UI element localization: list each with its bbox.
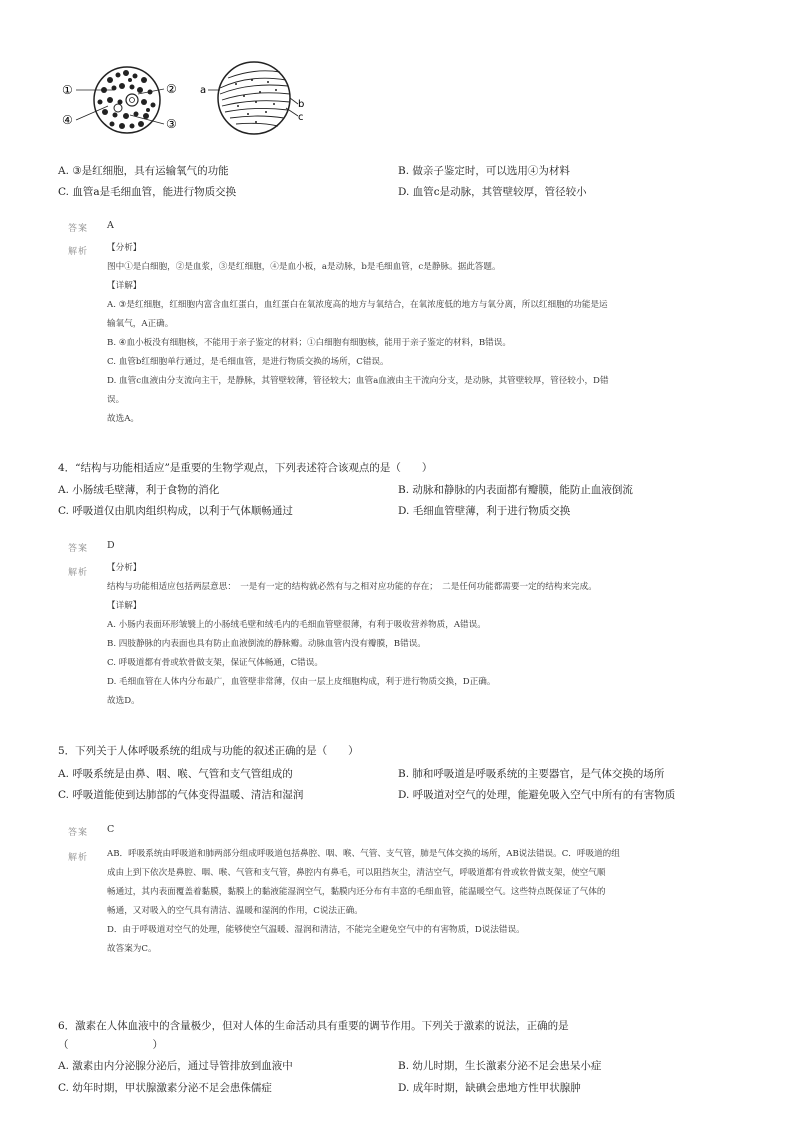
q5-option-d: D. 呼吸道对空气的处理，能避免吸入空气中所有的有害物质 [398,789,676,801]
q3-option-c: C. 血管a是毛细血管，能进行物质交换 [58,186,237,198]
q5-option-c: C. 呼吸道能使到达肺部的气体变得温暖、清洁和湿润 [58,789,304,801]
label-c: c [298,112,304,123]
q5-explanation: AB．呼吸系统由呼吸道和肺两部分组成呼吸道包括鼻腔、咽、喉、气管、支气管，肺是气体交换的场所，AB说法错误。C．呼吸道的组 成由上到下依次是鼻腔、咽、喉、气管和支气管，鼻腔内有鼻毛，可以阻挡灰尘，清洁空气，呼吸道都有骨或软骨做支架，使空气顺 畅通过，其内表面覆盖着黏膜，黏膜上的黏液能湿润空气，黏膜内还分布有丰富的毛细血管，能温暖空气。这些特点既保证了气体的 畅通，又对吸入的空气具有清洁、温暖和湿润的作用，C说法正确。 D．由于呼吸道对空气的处理，能够使空气温暖、湿润和清洁，不能完全避免空气中的有害物质，D说法错误。 故答案为C。 [107,849,620,954]
q4-option-c: C. 呼吸道仅由肌肉组织构成，以利于气体顺畅通过 [58,505,293,517]
q6-option-b: B. 幼儿时期，生长激素分泌不足会患呆小症 [398,1060,602,1072]
q5-option-a: A. 呼吸系统是由鼻、咽、喉、气管和支气管组成的 [58,768,293,780]
label-b: b [298,99,305,110]
q4-analysis-label: 解析 [68,568,89,578]
q3-explanation: 【分析】 图中①是白细胞，②是血浆，③是红细胞，④是血小板，a是动脉，b是毛细血管，c是静脉。据此答题。 【详解】 A. ③是红细胞，红细胞内富含血红蛋白，血红蛋白在氧浓度高的地方与氧结合，在氧浓度低的地方与氧分离，所以红细胞的功能是运 输氧气，A正确。 B. ④血小板没有细胞核，不能用于亲子鉴定的材料；①白细胞有细胞核，能用于亲子鉴定的材料，B错误。 C. 血管b红细胞单行通过，是毛细血管，是进行物质交换的场所，C错误。 D. 血管c血液由分支流向主干，是静脉，其管壁较薄，管径较大；血管a血液由主干流向分支，是动脉，其管壁较厚，管径较小，D错 误。 故选A。 [107,243,609,424]
label-a: a [200,85,207,96]
q5-option-b: B. 肺和呼吸道是呼吸系统的主要器官，是气体交换的场所 [398,768,665,780]
white-blood-cell [126,94,138,106]
q6-option-a: A. 激素由内分泌腺分泌后，通过导管排放到血液中 [58,1060,293,1072]
q3-answer-label: 答案 [68,224,89,234]
figure-blood-and-vessels [60,60,320,140]
q3-answer: A [107,220,114,231]
q4-option-b: B. 动脉和静脉的内表面都有瓣膜，能防止血液倒流 [398,484,633,496]
q5-answer-label: 答案 [68,828,89,838]
q3-option-a: A. ③是红细胞，具有运输氧气的功能 [58,165,229,177]
label-3: ③ [166,117,177,131]
q4-option-d: D. 毛细血管壁薄，利于进行物质交换 [398,505,571,517]
q6-stem-bracket: （ ） [58,1039,163,1051]
q6-option-d: D. 成年时期，缺碘会患地方性甲状腺肿 [398,1082,581,1094]
q3-analysis-label: 解析 [68,247,89,257]
q6-option-c: C. 幼年时期，甲状腺激素分泌不足会患侏儒症 [58,1082,272,1094]
q5-analysis-label: 解析 [68,853,89,863]
label-4: ④ [62,113,73,127]
q6-stem: 6．激素在人体血液中的含量极少，但对人体的生命活动具有重要的调节作用。下列关于激素的说法，正确的是 [58,1020,569,1032]
blood-cells-diagram [60,60,320,140]
q4-answer-label: 答案 [68,544,89,554]
label-1: ① [62,83,73,97]
q4-answer: D [107,540,115,551]
q3-option-b: B. 做亲子鉴定时，可以选用④为材料 [398,165,570,177]
q4-option-a: A. 小肠绒毛壁薄，利于食物的消化 [58,484,220,496]
label-2: ② [166,82,177,96]
q4-stem: 4．“结构与功能相适应”是重要的生物学观点，下列表述符合该观点的是（ ） [58,462,433,474]
q5-answer: C [107,824,115,835]
q4-explanation: 【分析】 结构与功能相适应包括两层意思： 一是有一定的结构就必然有与之相对应功能的存在； 二是任何功能都需要一定的结构来完成。 【详解】 A. 小肠内表面环形皱襞上的小肠绒毛壁和绒毛内的毛细血管壁很薄，有利于吸收营养物质，A错误。 B. 四肢静脉的内表面也具有防止血液倒流的静脉瓣。动脉血管内没有瓣膜，B错误。 C. 呼吸道都有骨或软骨做支架，保证气体畅通，C错误。 D. 毛细血管在人体内分布最广，血管壁非常薄，仅由一层上皮细胞构成，利于进行物质交换，D正确。 故选D。 [107,563,597,706]
q3-option-d: D. 血管c是动脉，其管壁较厚，管径较小 [398,186,587,198]
q5-stem: 5．下列关于人体呼吸系统的组成与功能的叙述正确的是（ ） [58,745,359,757]
